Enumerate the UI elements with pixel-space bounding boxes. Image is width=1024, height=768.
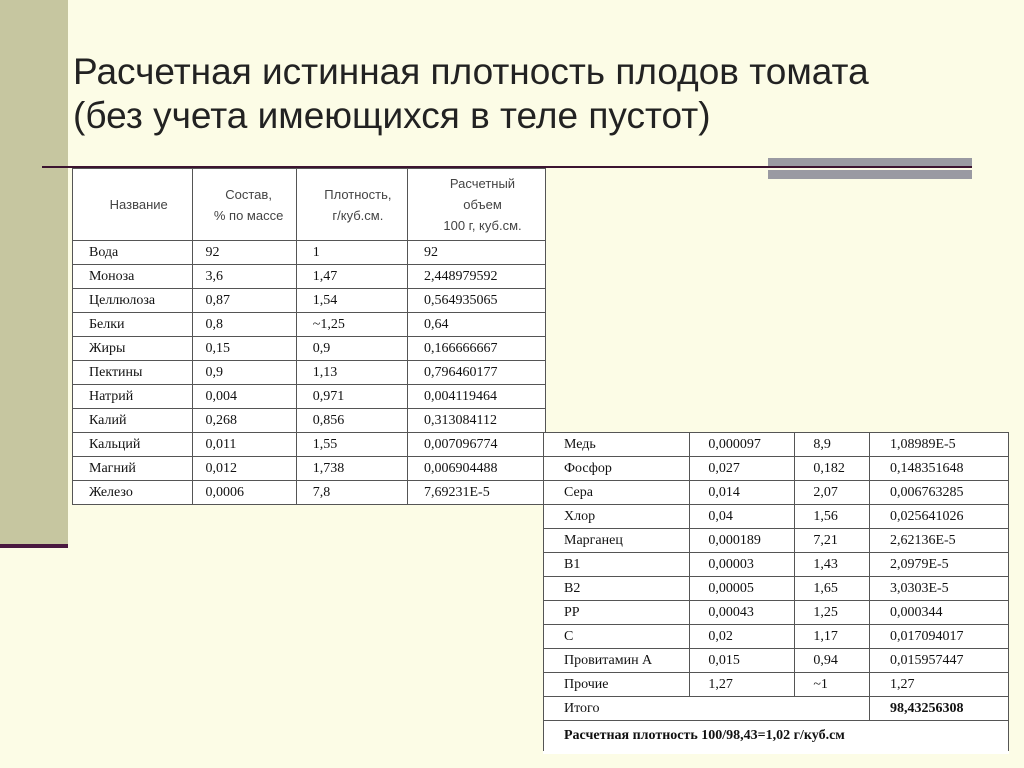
table-header-row bbox=[73, 169, 546, 241]
cell-composition: 0,00005 bbox=[690, 577, 795, 601]
cell-name: Калий bbox=[73, 409, 193, 433]
cell-name: PP bbox=[544, 601, 690, 625]
composition-table-2 bbox=[543, 432, 1009, 754]
table-row bbox=[73, 289, 546, 313]
header-text: 100 г, куб.см. bbox=[443, 218, 522, 233]
cell-density: 8,9 bbox=[795, 433, 870, 457]
cell-composition: 0,15 bbox=[193, 337, 296, 361]
cell-volume: 0,004119464 bbox=[408, 385, 546, 409]
cell-density: 1,54 bbox=[296, 289, 407, 313]
cell-composition: 0,04 bbox=[690, 505, 795, 529]
cell-volume: 3,0303E-5 bbox=[869, 577, 1008, 601]
header-text: объем bbox=[463, 197, 502, 212]
cell-volume: 0,166666667 bbox=[408, 337, 546, 361]
cell-name: Кальций bbox=[73, 433, 193, 457]
table-row bbox=[544, 433, 1009, 457]
cell-composition: 0,9 bbox=[193, 361, 296, 385]
cell-volume: 0,017094017 bbox=[869, 625, 1008, 649]
cell-density: 0,856 bbox=[296, 409, 407, 433]
cell-name: B2 bbox=[544, 577, 690, 601]
cell-density: 0,94 bbox=[795, 649, 870, 673]
cell-volume: 0,007096774 bbox=[408, 433, 546, 457]
cell-volume: 2,62136E-5 bbox=[869, 529, 1008, 553]
table-row bbox=[73, 313, 546, 337]
header-text: Название bbox=[109, 197, 168, 212]
table-row bbox=[544, 601, 1009, 625]
cell-volume: 0,148351648 bbox=[869, 457, 1008, 481]
cell-name: Пектины bbox=[73, 361, 193, 385]
cell-name: Белки bbox=[73, 313, 193, 337]
cell-composition: 92 bbox=[193, 241, 296, 265]
title-line-1: Расчетная истинная плотность плодов томата bbox=[73, 51, 869, 92]
cell-density: 1,13 bbox=[296, 361, 407, 385]
table-row bbox=[544, 577, 1009, 601]
table-row bbox=[544, 481, 1009, 505]
cell-name: Провитамин А bbox=[544, 649, 690, 673]
cell-density: 0,971 bbox=[296, 385, 407, 409]
cell-density: 1,56 bbox=[795, 505, 870, 529]
cell-composition: 0,00003 bbox=[690, 553, 795, 577]
table-row bbox=[73, 241, 546, 265]
divider-accent-bottom bbox=[768, 170, 972, 179]
table-row bbox=[544, 673, 1009, 697]
header-composition bbox=[193, 169, 296, 241]
cell-composition: 0,011 bbox=[193, 433, 296, 457]
table-row bbox=[73, 481, 546, 505]
cell-density: ~1,25 bbox=[296, 313, 407, 337]
composition-table-1 bbox=[72, 168, 546, 505]
cell-composition: 0,000189 bbox=[690, 529, 795, 553]
cell-composition: 0,00043 bbox=[690, 601, 795, 625]
table-row bbox=[544, 553, 1009, 577]
header-text: Расчетный bbox=[449, 176, 516, 191]
cell-density: 7,21 bbox=[795, 529, 870, 553]
cell-volume: 0,025641026 bbox=[869, 505, 1008, 529]
cell-composition: 0,000097 bbox=[690, 433, 795, 457]
cell-name: Хлор bbox=[544, 505, 690, 529]
cell-name: Железо bbox=[73, 481, 193, 505]
cell-name: Моноза bbox=[73, 265, 193, 289]
cell-name: Магний bbox=[73, 457, 193, 481]
header-density bbox=[296, 169, 407, 241]
cell-name: Фосфор bbox=[544, 457, 690, 481]
cell-composition: 1,27 bbox=[690, 673, 795, 697]
header-volume bbox=[408, 169, 546, 241]
slide-title bbox=[73, 50, 1003, 138]
cell-composition: 0,02 bbox=[690, 625, 795, 649]
cell-name: B1 bbox=[544, 553, 690, 577]
cell-composition: 0,0006 bbox=[193, 481, 296, 505]
cell-volume: 1,27 bbox=[869, 673, 1008, 697]
table-row bbox=[73, 385, 546, 409]
cell-density: 1,55 bbox=[296, 433, 407, 457]
table-row bbox=[73, 337, 546, 361]
cell-volume: 0,015957447 bbox=[869, 649, 1008, 673]
result-row bbox=[544, 721, 1009, 753]
cell-density: 0,9 bbox=[296, 337, 407, 361]
cell-composition: 0,004 bbox=[193, 385, 296, 409]
header-text: Состав, bbox=[225, 186, 272, 202]
result-text: Расчетная плотность 100/98,43=1,02 г/куб.см bbox=[544, 721, 1009, 753]
header-text: Плотность, bbox=[324, 186, 392, 202]
cell-composition: 0,012 bbox=[193, 457, 296, 481]
cell-composition: 0,027 bbox=[690, 457, 795, 481]
cell-volume: 2,0979E-5 bbox=[869, 553, 1008, 577]
cell-name: Медь bbox=[544, 433, 690, 457]
cell-volume: 0,564935065 bbox=[408, 289, 546, 313]
cell-name: Натрий bbox=[73, 385, 193, 409]
total-row bbox=[544, 697, 1009, 721]
cell-density: 1,17 bbox=[795, 625, 870, 649]
table-row bbox=[544, 529, 1009, 553]
table-row bbox=[544, 457, 1009, 481]
table-row bbox=[73, 433, 546, 457]
cell-density: 7,8 bbox=[296, 481, 407, 505]
cell-name: C bbox=[544, 625, 690, 649]
cell-density: 1 bbox=[296, 241, 407, 265]
cell-name: Вода bbox=[73, 241, 193, 265]
cell-volume: 0,006904488 bbox=[408, 457, 546, 481]
cell-composition: 0,015 bbox=[690, 649, 795, 673]
cell-name: Целлюлоза bbox=[73, 289, 193, 313]
table-row bbox=[73, 361, 546, 385]
cell-name: Прочие bbox=[544, 673, 690, 697]
cell-volume: 92 bbox=[408, 241, 546, 265]
header-name bbox=[73, 169, 193, 241]
total-label: Итого bbox=[544, 697, 870, 721]
table-row bbox=[544, 649, 1009, 673]
cell-volume: 0,64 bbox=[408, 313, 546, 337]
cell-density: 1,43 bbox=[795, 553, 870, 577]
table-row bbox=[544, 625, 1009, 649]
title-line-2: (без учета имеющихся в теле пустот) bbox=[73, 95, 711, 136]
cell-composition: 0,268 bbox=[193, 409, 296, 433]
cell-volume: 0,000344 bbox=[869, 601, 1008, 625]
cell-composition: 3,6 bbox=[193, 265, 296, 289]
cell-volume: 7,69231E-5 bbox=[408, 481, 546, 505]
cell-volume: 1,08989E-5 bbox=[869, 433, 1008, 457]
cell-composition: 0,014 bbox=[690, 481, 795, 505]
divider-accent-top bbox=[768, 158, 972, 166]
cell-density: 0,182 bbox=[795, 457, 870, 481]
header-text: г/куб.см. bbox=[332, 207, 384, 223]
table-row bbox=[73, 265, 546, 289]
header-text: % по массе bbox=[213, 207, 284, 223]
cell-volume: 0,006763285 bbox=[869, 481, 1008, 505]
cell-name: Марганец bbox=[544, 529, 690, 553]
cell-density: 1,25 bbox=[795, 601, 870, 625]
cell-composition: 0,8 bbox=[193, 313, 296, 337]
cell-density: 1,738 bbox=[296, 457, 407, 481]
cell-volume: 2,448979592 bbox=[408, 265, 546, 289]
cell-density: 1,47 bbox=[296, 265, 407, 289]
cell-density: 1,65 bbox=[795, 577, 870, 601]
cell-name: Жиры bbox=[73, 337, 193, 361]
cell-density: ~1 bbox=[795, 673, 870, 697]
table-row bbox=[73, 457, 546, 481]
total-value: 98,43256308 bbox=[869, 697, 1008, 721]
table-row bbox=[544, 505, 1009, 529]
cell-name: Сера bbox=[544, 481, 690, 505]
cell-volume: 0,796460177 bbox=[408, 361, 546, 385]
table-row bbox=[73, 409, 546, 433]
cell-volume: 0,313084112 bbox=[408, 409, 546, 433]
cell-composition: 0,87 bbox=[193, 289, 296, 313]
left-band-divider bbox=[0, 544, 68, 548]
cell-density: 2,07 bbox=[795, 481, 870, 505]
left-decorative-band bbox=[0, 0, 68, 548]
